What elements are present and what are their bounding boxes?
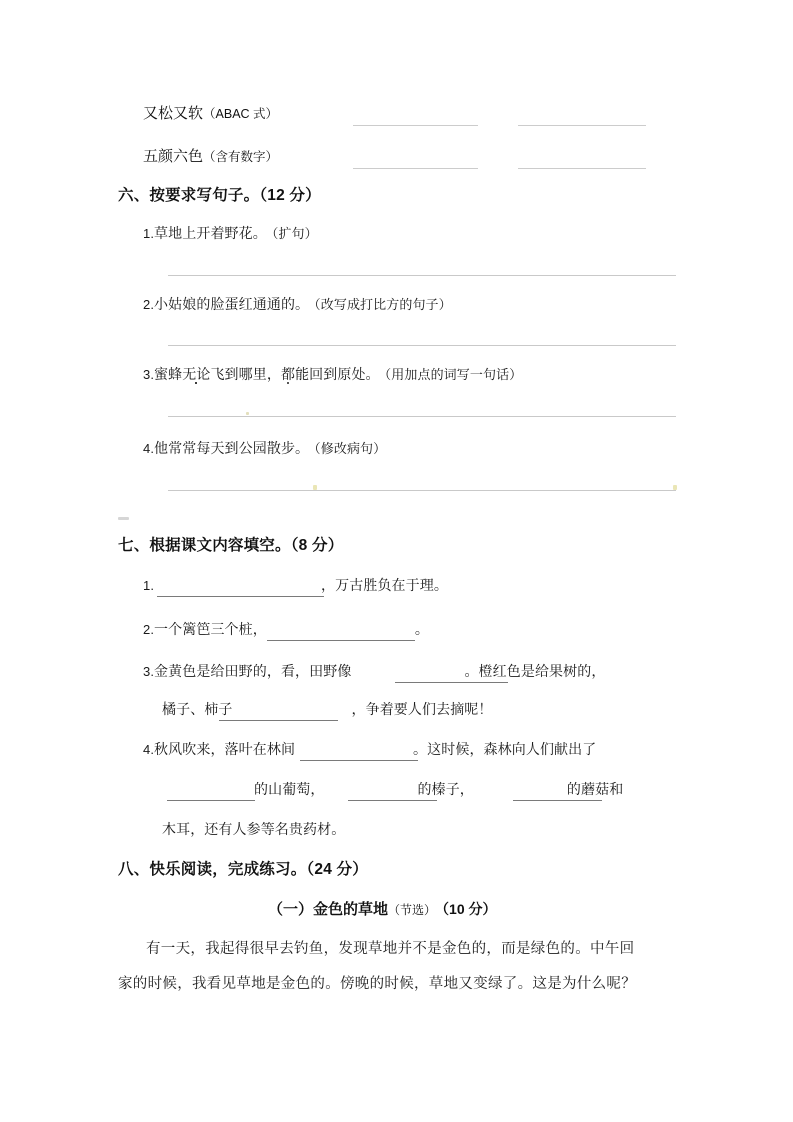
scan-artifact-1 bbox=[246, 412, 249, 415]
answer-blank-2a[interactable] bbox=[353, 168, 478, 169]
answer-rule-6-1[interactable] bbox=[168, 275, 676, 276]
question-7-1-after: ，万古胜负在于理。 bbox=[321, 577, 448, 593]
passage-line-2: 家的时候，我看见草地是金色的。傍晚的时候，草地又变绿了。这是为什么呢？ bbox=[118, 976, 636, 992]
scan-artifact-2 bbox=[313, 485, 317, 490]
question-6-3 bbox=[143, 367, 522, 381]
section-six-title: 按要求写句子。 bbox=[149, 187, 260, 204]
question-7-3-line2-before: 橘子、柿子 bbox=[162, 701, 233, 717]
passage-title bbox=[268, 898, 497, 919]
question-7-3-before: 金黄色是给田野的，看，田野像 bbox=[154, 663, 352, 679]
question-6-4-number: 4. bbox=[143, 441, 155, 456]
fill-blank-7-2[interactable] bbox=[267, 640, 415, 641]
question-6-1 bbox=[143, 226, 318, 240]
fill-blank-7-3b[interactable] bbox=[219, 720, 338, 721]
emphasis-char-dou: 都 bbox=[280, 366, 296, 382]
fill-blank-7-1[interactable] bbox=[157, 596, 324, 597]
question-7-3-line2-after: ，争着要人们去摘呢！ bbox=[351, 701, 493, 717]
question-7-4-seg3: 的蘑菇和 bbox=[566, 781, 624, 797]
question-7-1 bbox=[143, 578, 448, 592]
question-6-3-number: 3. bbox=[143, 367, 155, 382]
fill-blank-7-4c[interactable] bbox=[348, 800, 437, 801]
question-7-2-number: 2. bbox=[143, 622, 155, 637]
section-six-points: （12 分） bbox=[259, 187, 321, 204]
question-7-4-seg1: 的山葡萄， bbox=[254, 781, 325, 797]
question-6-2 bbox=[143, 297, 452, 311]
question-6-3-text-a: 蜜蜂 bbox=[154, 366, 183, 382]
answer-rule-6-3[interactable] bbox=[168, 416, 676, 417]
fill-blank-7-4b[interactable] bbox=[167, 800, 255, 801]
question-6-1-text: 草地上开着野花。 bbox=[154, 225, 267, 241]
question-6-2-hint: （改写成打比方的句子） bbox=[314, 297, 452, 312]
scan-artifact-3 bbox=[673, 485, 677, 490]
section-eight-points: （24 分） bbox=[306, 861, 368, 878]
answer-blank-2b[interactable] bbox=[518, 168, 646, 169]
section-six-number: 六、 bbox=[118, 187, 150, 204]
answer-blank-1b[interactable] bbox=[518, 125, 646, 126]
question-6-3-hint: （用加点的词写一句话） bbox=[384, 367, 523, 382]
question-7-4-line2 bbox=[162, 782, 623, 796]
question-7-3-after: 。橙红色是给果树的， bbox=[464, 663, 606, 679]
question-6-4-hint: （修改病句） bbox=[314, 441, 387, 456]
question-7-2-after: 。 bbox=[414, 621, 429, 637]
word-pattern-row-1 bbox=[143, 106, 278, 121]
question-7-4-line3: 木耳，还有人参等名贵药材。 bbox=[162, 821, 346, 837]
question-6-2-text: 小姑娘的脸蛋红通通的。 bbox=[154, 296, 310, 312]
passage-title-sub: （节选） bbox=[388, 903, 437, 917]
question-7-3-line2 bbox=[162, 702, 493, 716]
fill-blank-7-4d[interactable] bbox=[513, 800, 602, 801]
word-pattern-row-2 bbox=[143, 149, 278, 164]
question-6-2-number: 2. bbox=[143, 297, 155, 312]
section-heading-six bbox=[118, 188, 321, 204]
answer-rule-6-2[interactable] bbox=[168, 345, 676, 346]
question-6-1-number: 1. bbox=[143, 226, 155, 241]
section-seven-points: （8 分） bbox=[290, 537, 344, 554]
emphasis-char-wu: 无论 bbox=[182, 366, 211, 382]
answer-rule-6-4[interactable] bbox=[168, 490, 676, 491]
emphasis-word-wulun bbox=[182, 367, 210, 381]
word-pattern-2: （含有数字） bbox=[203, 150, 279, 164]
section-eight-title: 快乐阅读，完成练习。 bbox=[149, 861, 307, 878]
answer-blank-1a[interactable] bbox=[353, 125, 478, 126]
question-7-4-number: 4. bbox=[143, 742, 155, 757]
section-seven-number: 七、 bbox=[118, 537, 150, 554]
question-7-4-line1 bbox=[143, 742, 596, 756]
question-7-2 bbox=[143, 622, 429, 636]
passage-title-points: （10 分） bbox=[442, 901, 497, 917]
section-heading-seven bbox=[118, 538, 343, 554]
question-7-4-seg2: 的榛子， bbox=[417, 781, 474, 797]
passage-line-1: 有一天，我起得很早去钓鱼，发现草地并不是金色的，而是绿色的。中午回 bbox=[146, 941, 635, 957]
question-7-2-before: 一个篱笆三个桩， bbox=[154, 621, 267, 637]
question-7-3-line1 bbox=[143, 664, 605, 678]
section-eight-number: 八、 bbox=[118, 861, 150, 878]
question-6-3-text-b: 飞到哪里， bbox=[210, 366, 281, 382]
section-seven-title: 根据课文内容填空。 bbox=[149, 537, 291, 554]
question-7-4-after: 。这时候，森林向人们献出了 bbox=[413, 741, 597, 757]
scan-artifact-4 bbox=[118, 517, 129, 520]
question-6-4-text: 他常常每天到公园散步。 bbox=[154, 440, 310, 456]
fill-blank-7-3a[interactable] bbox=[395, 682, 508, 683]
word-term-1: 又松又软 bbox=[143, 105, 204, 122]
question-7-4-before: 秋风吹来，落叶在林间 bbox=[154, 741, 296, 757]
word-pattern-1: （ABAC 式） bbox=[203, 107, 279, 121]
section-heading-eight bbox=[118, 862, 368, 878]
question-7-3-number: 3. bbox=[143, 664, 155, 679]
passage-title-label: （一）金色的草地 bbox=[268, 901, 389, 918]
fill-blank-7-4a[interactable] bbox=[300, 760, 418, 761]
question-6-1-hint: （扩句） bbox=[271, 226, 318, 241]
question-7-1-number: 1. bbox=[143, 578, 155, 593]
word-term-2: 五颜六色 bbox=[143, 148, 204, 165]
question-6-4 bbox=[143, 441, 386, 455]
question-6-3-text-c: 能回到原处。 bbox=[295, 366, 380, 382]
